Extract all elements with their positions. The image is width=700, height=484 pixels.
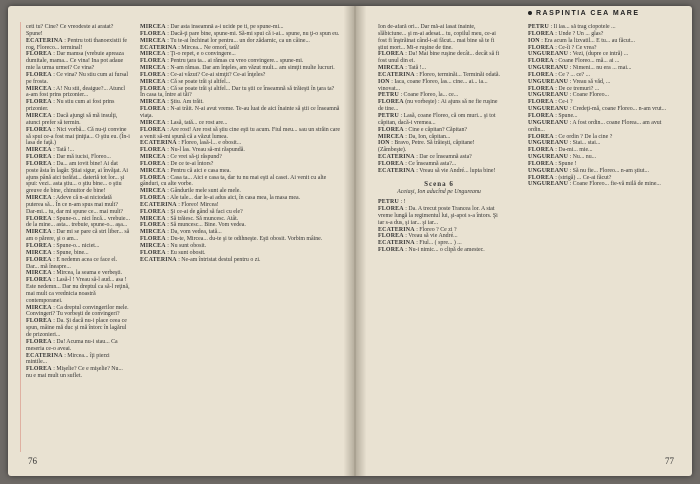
left-page-column-2 (140, 24, 340, 454)
dialogue-line: FLOREA : Da. Şi dacă nu-i place ceea ce spun, mâine mă duc şi mă întorc în lagărul de prizonieri... (26, 318, 127, 338)
speaker-name: FLOREA (140, 126, 166, 133)
dialogue-line: MIRCEA : Da, Ion, căpitan... (378, 133, 451, 140)
scene-title: Scena 6 (424, 179, 454, 188)
bullet-icon (528, 11, 532, 15)
speaker-name: MIRCEA (140, 99, 166, 106)
dialogue-line: ECATERINA : Pentru toti thanoexistii fe rog, Floreco... terminal! (26, 37, 128, 51)
speaker-name: FLOREA (528, 85, 554, 92)
speaker-name: UNGUREANU (528, 140, 569, 147)
dialogue-line: UNGUREANU : Vreau să văd, ... (528, 78, 611, 85)
dialogue-line: FLOREA : Are rost! Are rost să ştiu cine eşti tu acum. Fiul meu... sau un străin care a venit să-mi spună că a văzut lumea. (140, 126, 340, 140)
speaker-name: MIRCEA (26, 304, 52, 311)
speaker-name: FLOREA (378, 51, 404, 58)
speaker-name: UNGUREANU (528, 106, 569, 113)
speaker-name: PETRU (378, 92, 399, 99)
speaker-name: ECATERINA (378, 154, 415, 161)
speaker-name: MIRCEA (140, 215, 166, 222)
dialogue-line: FLOREA : Vreau să vie André... (378, 233, 458, 240)
speaker-name: FLOREA (140, 147, 166, 154)
speaker-name: MIRCEA (140, 51, 166, 58)
speaker-name: MIRCEA (26, 147, 52, 154)
dialogue-line: FLOREA : Nici vorbă... Că nu-ţi convine să spui ce-a fost mai ţiniţia... O ştiu eu. (În-i lasa de faţă.) (26, 126, 130, 147)
speaker-name: FLOREA (140, 222, 166, 229)
dialogue-line: MIRCEA : Tată !... (26, 147, 75, 154)
speaker-name: UNGUREANU (528, 181, 569, 188)
dialogue-line: FLOREA : Că se poate trăi şi altfel... Dar tu ştii ce înseamnă să trăieşti în ţara ta? În casa ta, între ai tăi? (140, 85, 335, 99)
speaker-name: FLOREA (140, 195, 166, 202)
dialogue-line: FLOREA : Coane Floreo... mă... ai ... (528, 58, 620, 65)
dialogue-line: MIRCEA : A! Nu stii, deaigue?... Atuncl a-am fost prins prizonier... (26, 85, 126, 99)
speaker-name: FLOREA (378, 233, 404, 240)
dialogue-line: FLOREA : Spune-o... nici încă... vrebuie... de la mine... asta... trebuie, spune-o... aşa... (26, 215, 130, 229)
speaker-name: MIRCEA (140, 37, 166, 44)
speaker-name: FLOREA (140, 160, 166, 167)
speaker-name: UNGUREANU (528, 65, 569, 72)
speaker-name: ECATERINA (140, 44, 177, 51)
dialogue-line: FLOREA (nu vorbeşte) : Ai ajuns să ne fie ruşine de tine... (378, 99, 498, 113)
speaker-name: FLOREA (378, 160, 404, 167)
dialogue-line: MIRCEA : Spune, bine... (26, 249, 89, 256)
running-header-title: RASPINTIA CEA MARE (536, 10, 640, 17)
dialogue-line: MIRCEA : Pentru că aici e casa mea. (140, 167, 231, 174)
dialogue-line: FLOREA : Şi ce-ai de gând să faci cu ele? (140, 208, 243, 215)
dialogue-line: FLOREA : N-ai trăit. N-ai avut vreme. Te-au luat de aici înainte să ştii ce înseamnă viaţa. (140, 106, 340, 119)
dialogue-line: ECATERINA : Floreo, lasă-l... e obosit... (140, 140, 242, 147)
dialogue-line: UNGUREANU : Credeţi-mă, coane Floreo... n-am vrut... (528, 106, 667, 113)
dialogue-line: FLOREA : Ce ordin ? De la cine ? (528, 133, 613, 140)
speaker-name: UNGUREANU (528, 92, 569, 99)
speaker-name: PETRU (378, 199, 399, 206)
speaker-name: ION (378, 78, 390, 85)
speaker-name: UNGUREANU (528, 154, 569, 161)
dialogue-line: UNGUREANU : Nimeni... nu era ... mai... (528, 65, 632, 72)
speaker-name: MIRCEA (140, 188, 166, 195)
page-number-left: 76 (28, 456, 37, 466)
speaker-name: FLOREA (26, 154, 52, 161)
dialogue-line: FLOREA : De ce tremuri? ... (528, 85, 600, 92)
speaker-name: MIRCEA (26, 229, 52, 236)
speaker-name: FLOREA (528, 44, 554, 51)
dialogue-line: ECATERINA : Fiul... ( spre... ) ... (378, 240, 462, 247)
dialogue-line: UNGUREANU : Să nu fie... Floreo... n-am ştiut... (528, 167, 649, 174)
dialogue-line: FLOREA : Nu-i nimic... o clipă de amestec. (378, 247, 485, 254)
dialogue-line: ECATERINA : Vreau să vie André... lupta bine! (378, 167, 496, 174)
speaker-name: UNGUREANU (528, 78, 569, 85)
dialogue-line: MIRCEA : Gândurile mele sunt ale mele. (140, 188, 241, 195)
dialogue-line: Spune! (26, 30, 43, 37)
speaker-name: ION (378, 140, 390, 147)
speaker-name: ECATERINA (140, 201, 177, 208)
margin-rule (20, 22, 21, 452)
dialogue-line: UNGUREANU : Coane Floreo... fie-vă milă de mine... (528, 181, 661, 188)
dialogue-line: MIRCEA : Dar mi se pare că stri liber... să am o părere, şi o am... (26, 229, 130, 243)
right-page-column-1 (378, 24, 500, 454)
speaker-name: FLOREA (26, 51, 52, 58)
dialogue-line: ceti tu? Cine? Ce vreodeste ai aratat? (26, 24, 114, 30)
speaker-name: FLOREA (528, 133, 554, 140)
dialogue-line: MIRCEA : Ca dreptul convingerilor mele. Convingeri? Tu vorbeşti de convingeri? (26, 304, 129, 318)
dialogue-line: PETRU : Lasă, coane Floreo, că om muri... şi tot căpitan, dacă-i vremea... (378, 112, 496, 126)
speaker-name: FLOREA (140, 236, 166, 243)
dialogue-line: FLOREA : Să muncesc... Bine. Vom vedea. (140, 222, 246, 229)
right-page-column-2 (528, 24, 678, 454)
page-number-right: 77 (665, 456, 674, 466)
dialogue-line: FLOREA : (strigă) ... Ce-ai făcut? (528, 174, 612, 181)
speaker-name: FLOREA (528, 30, 554, 37)
speaker-name: ECATERINA (378, 240, 415, 247)
speaker-name: ECATERINA (140, 256, 177, 263)
dialogue-line: FLOREA : Mişelie? Ce e mişelie? Nu... nu e mai mult un suflet. (26, 366, 123, 380)
speaker-name: FLOREA (140, 106, 166, 113)
dialogue-line: ECATERINA : Dar ce înseamnă asta? (378, 154, 472, 161)
speaker-name: FLOREA (140, 85, 166, 92)
dialogue-line: FLOREA : Da! Acuma nu-i stau... Ca meseria ce-o aveai. (26, 338, 118, 352)
book-gutter (344, 6, 366, 476)
dialogue-line: MIRCEA : Că se poate trăi şi altfel... (140, 78, 231, 85)
dialogue-line: FLOREA : Spune ! (528, 160, 577, 167)
dialogue-line: FLOREA : Nu stiu cum ai fost prins prizonier. (26, 99, 115, 113)
speaker-name: FLOREA (140, 174, 166, 181)
dialogue-line: MIRCEA : Tată !... (378, 65, 427, 72)
dialogue-line: MIRCEA : Nu sunt obosit. (140, 243, 207, 249)
speaker-name: ECATERINA (140, 140, 177, 147)
speaker-name: MIRCEA (140, 243, 166, 249)
dialogue-line: UNGUREANU : Vezi, (dupre ce intră) ... (528, 51, 629, 58)
speaker-name: ECATERINA (378, 226, 415, 233)
dialogue-line: ION : Iaca, coane Floreo, las... cine... ai... ia... vinovat... (378, 78, 488, 92)
dialogue-line: FLOREA : Dacă-ţi pare bine, spune-mi. Să-mi spui că i-ai... spune, nu ţi-o spun eu. (140, 30, 340, 37)
dialogue-line: MIRCEA : Tu te-ai închinat lor pentru... un dor zădarnic, ca un câine... (140, 37, 310, 44)
dialogue-line: MIRCEA : Ce vrei să-ţi răspund? (140, 154, 222, 161)
dialogue-line: FLOREA : Da-mi... mie... (528, 147, 593, 154)
speaker-name: MIRCEA (26, 249, 52, 256)
dialogue-line: UNGUREANU : A fost ordin... coane Florea... am avut ordin... (528, 119, 662, 133)
speaker-name: FLOREA (528, 147, 554, 154)
speaker-name: FLOREA (26, 215, 52, 222)
speaker-name: MIRCEA (140, 65, 166, 72)
speaker-name: FLOREA (26, 318, 52, 325)
speaker-name: MIRCEA (26, 112, 52, 119)
speaker-name: FLOREA (140, 249, 166, 256)
dialogue-line: UNGUREANU : Coane Floreo... (528, 92, 609, 99)
dialogue-line: FLOREA : Da. A trecut poste Trancea lor. A stat vreme lungă la regimentul lui, şi-apoi s-a întors. Şi iar s-a dus, şi iar... şi iar... (378, 206, 498, 226)
dialogue-line: ECATERINA : Mircea... Ne omorî, tată! (140, 44, 240, 51)
speaker-name: FLOREA (528, 112, 554, 119)
speaker-name: UNGUREANU (528, 119, 569, 126)
dialogue-line: MIRCEA : Ştiu. Am trăit. (140, 99, 204, 106)
speaker-name: MIRCEA (140, 24, 166, 30)
stage-direction: Aceiaşi, Ion aducînd pe Ungureanu (397, 189, 481, 196)
dialogue-line: ECATERINA : Floreo! Mircea! (140, 201, 219, 208)
dialogue-line: FLOREA : Casa ta... Aici e casa ta, dar tu nu mai eşti al casei. Ai venit cu alte gânduri, cu alte vorbe. (140, 174, 327, 188)
speaker-name: FLOREA (528, 71, 554, 78)
dialogue-line: ECATERINA : Mircea... îţi pierzi mintile... (26, 352, 110, 366)
dialogue-line: FLOREA : Unde ? Un ... glas? (528, 30, 604, 37)
dialogue-line: FLOREA : Ce-i ? (528, 99, 573, 106)
speaker-name: FLOREA (26, 366, 52, 373)
speaker-name: ECATERINA (26, 37, 63, 44)
dialogue-line: ECATERINA : Floreo, terminăi... Terminăi odată. (378, 71, 500, 78)
speaker-name: FLOREA (26, 256, 52, 263)
dialogue-line: MIRCEA : Să trăiesc. Să muncesc. Atât. (140, 215, 239, 222)
dialogue-line: MIRCEA : Dacă ajungi să mă insulţi, atunci prefer să termin. (26, 112, 118, 126)
speaker-name: FLOREA (140, 30, 166, 37)
speaker-name: FLOREA (26, 160, 52, 167)
dialogue-line: UNGUREANU : Stai... stai... (528, 140, 601, 147)
speaker-name: MIRCEA (378, 133, 404, 140)
speaker-name: FLOREA (378, 126, 404, 133)
speaker-name: ION (528, 37, 540, 44)
dialogue-line: MIRCEA : Ţi-o repet, e o convingere... (140, 51, 236, 58)
dialogue-line: UNGUREANU : Nu... nu... (528, 154, 597, 161)
speaker-name: MIRCEA (140, 229, 166, 236)
dialogue-line: FLOREA : Da! Mai bine ruşine decât... decât să fi fost unul din ei. (378, 51, 500, 65)
speaker-name: MIRCEA (26, 85, 52, 92)
dialogue-line: FLOREA : Spune-o... niciet... (26, 243, 100, 249)
left-page-column-1 (26, 24, 130, 454)
speaker-name: FLOREA (378, 247, 404, 254)
dialogue-line: ION : Era acum la lizvatil... E tu... au făcut... (528, 37, 635, 44)
speaker-name: FLOREA (26, 243, 52, 249)
dialogue-line: FLOREA : Nu-l las. Vreau să-mi răspundă. (140, 147, 245, 154)
speaker-name: ECATERINA (26, 352, 63, 359)
speaker-name: MIRCEA (378, 65, 404, 72)
dialogue-line: PETRU : Il las... să trag clopotele ... (528, 24, 616, 30)
dialogue-line: FLOREA : Dar mă iucisi, Floreo... (26, 154, 111, 161)
speaker-name: PETRU (378, 112, 399, 119)
dialogue-line: FLOREA : Spune... (528, 112, 578, 119)
dialogue-line: MIRCEA : Lasă, tată... ce rost are... (140, 119, 228, 126)
speaker-name: FLOREA (528, 58, 554, 65)
dialogue-line: FLOREA : Ce-îi ? Ce vrea? (528, 44, 597, 51)
speaker-name: FLOREA (140, 208, 166, 215)
dialogue-line: Ion de-afară ori... Dar mă-ai lasat înainte, slăbiciune... şi m-ai adesat... tu, copilul meu, ce-ai fost fi înştrăinat când-i-ai făcut... mai bine să te fi ştiut mort... Mi-e ruşine de tine. (378, 24, 496, 51)
speaker-name: MIRCEA (140, 78, 166, 85)
speaker-name: FLOREA (26, 277, 52, 284)
speaker-name: ECATERINA (378, 71, 415, 78)
dialogue-line: FLOREA : Ce vina? Nu stiu cum ai fursal pe frosta. (26, 71, 128, 85)
speaker-name: FLOREA (528, 99, 554, 106)
book-spread (8, 6, 692, 476)
dialogue-line: FLOREA : Du-te, Mircea... du-te şi te odihneşte. Eşti obosit. Vorbim mâine. (140, 236, 323, 243)
speaker-name: FLOREA (378, 206, 404, 213)
speaker-name: FLOREA (528, 160, 554, 167)
dialogue-line: FLOREA : Cine e căpitan? Căpitan? (378, 126, 468, 133)
speaker-name: FLOREA (26, 126, 52, 133)
running-header (528, 10, 688, 17)
speaker-name: UNGUREANU (528, 51, 569, 58)
speaker-name: UNGUREANU (528, 167, 569, 174)
speaker-name: FLOREA (26, 338, 52, 345)
dialogue-line: MIRCEA : Da, vom vedea, tată... (140, 229, 222, 236)
dialogue-line: MIRCEA : Mircea, la seama e verbeşti. (26, 270, 123, 277)
dialogue-line: ECATERINA : Floreo ? Ce zi ? (378, 226, 457, 233)
speaker-name: MIRCEA (140, 154, 166, 161)
dialogue-line: FLOREA : Ce-ai văzut? Ce-ai simţit? Ce-ai înţeles? (140, 71, 266, 78)
speaker-name: FLOREA (140, 71, 166, 78)
speaker-name: MIRCEA (140, 167, 166, 174)
dialogue-line: FLOREA : E nedemn acea ce face el. Dar... mă îneapre... (26, 256, 118, 270)
dialogue-line: MIRCEA : Dar asta înseamnă a-i ucide pe ti, pe spune-mi... (140, 24, 284, 30)
dialogue-line: PETRU : Coane Floreo, la... ce... (378, 92, 459, 99)
speaker-name: FLOREA (26, 71, 52, 78)
speaker-name: FLOREA (378, 99, 404, 106)
speaker-name: FLOREA (528, 174, 554, 181)
dialogue-line: FLOREA : Ale tale... dar le-ai adus aici, în casa mea, la masa mea. (140, 195, 301, 202)
speaker-name: FLOREA (140, 58, 166, 65)
dialogue-line: FLOREA : Da... am iovit bine! Ai dat poste ăsta în lagăr. Ştiai sigur, ai învăţat. Ai ajuns până aici tsrăfat... dateriă tot lor... şi spui: vezi.. asta ştiu... o ştiu bine... o ştiu greuve de bine, chinuitor de bine! (26, 160, 129, 195)
dialogue-line: PETRU : ! (378, 199, 406, 206)
speaker-name: MIRCEA (26, 270, 52, 277)
dialogue-line: ECATERINA : Ne-am întristat destul pentru o zi. (140, 256, 261, 263)
dialogue-line: MIRCEA : Adeve că n-ai niciodată puterea să... În ce n-am spus mai mult? Dar-mi... tu, dar mi spune ce... mai mult? (26, 195, 124, 215)
speaker-name: ECATERINA (378, 167, 415, 174)
dialogue-line: FLOREA : Ce înseamnă asta?... (378, 160, 457, 167)
speaker-name: MIRCEA (26, 195, 52, 202)
dialogue-line: FLOREA : Pentru ţara ta... ai rămas cu vreo convingere... spune-mi. (140, 58, 304, 65)
dialogue-line: FLOREA : De ce te-ai întors? (140, 160, 214, 167)
speaker-name: MIRCEA (140, 119, 166, 126)
speaker-name: FLOREA (26, 99, 52, 106)
dialogue-line: FLOREA : Lasă-l ! Vreau să-l aud... asa ! Este nedemn... Dar nu dreptul ca să-l reţină, mai mult ca vrednicia noastră contemporanei. (26, 277, 130, 304)
dialogue-line: FLOREA : Eu sunt obosit. (140, 249, 206, 256)
dialogue-line: FLOREA : Dar mamsa (vrebuie apreaza dumitale, mama... Ce vina! Ina pot adaue mie la urma urmei? Ce vina? (26, 51, 124, 72)
speaker-name: PETRU (528, 24, 549, 30)
dialogue-line: ION : Bravo, Petre. Să trăieşti, căpitane! (Zâmbeşte). (378, 140, 475, 154)
dialogue-line: MIRCEA : N-am rămas. Dar am înţeles, am văzut mult... am simţit multe lucruri. (140, 65, 335, 72)
dialogue-line: FLOREA : Ce ? ... ce? ... (528, 71, 591, 78)
